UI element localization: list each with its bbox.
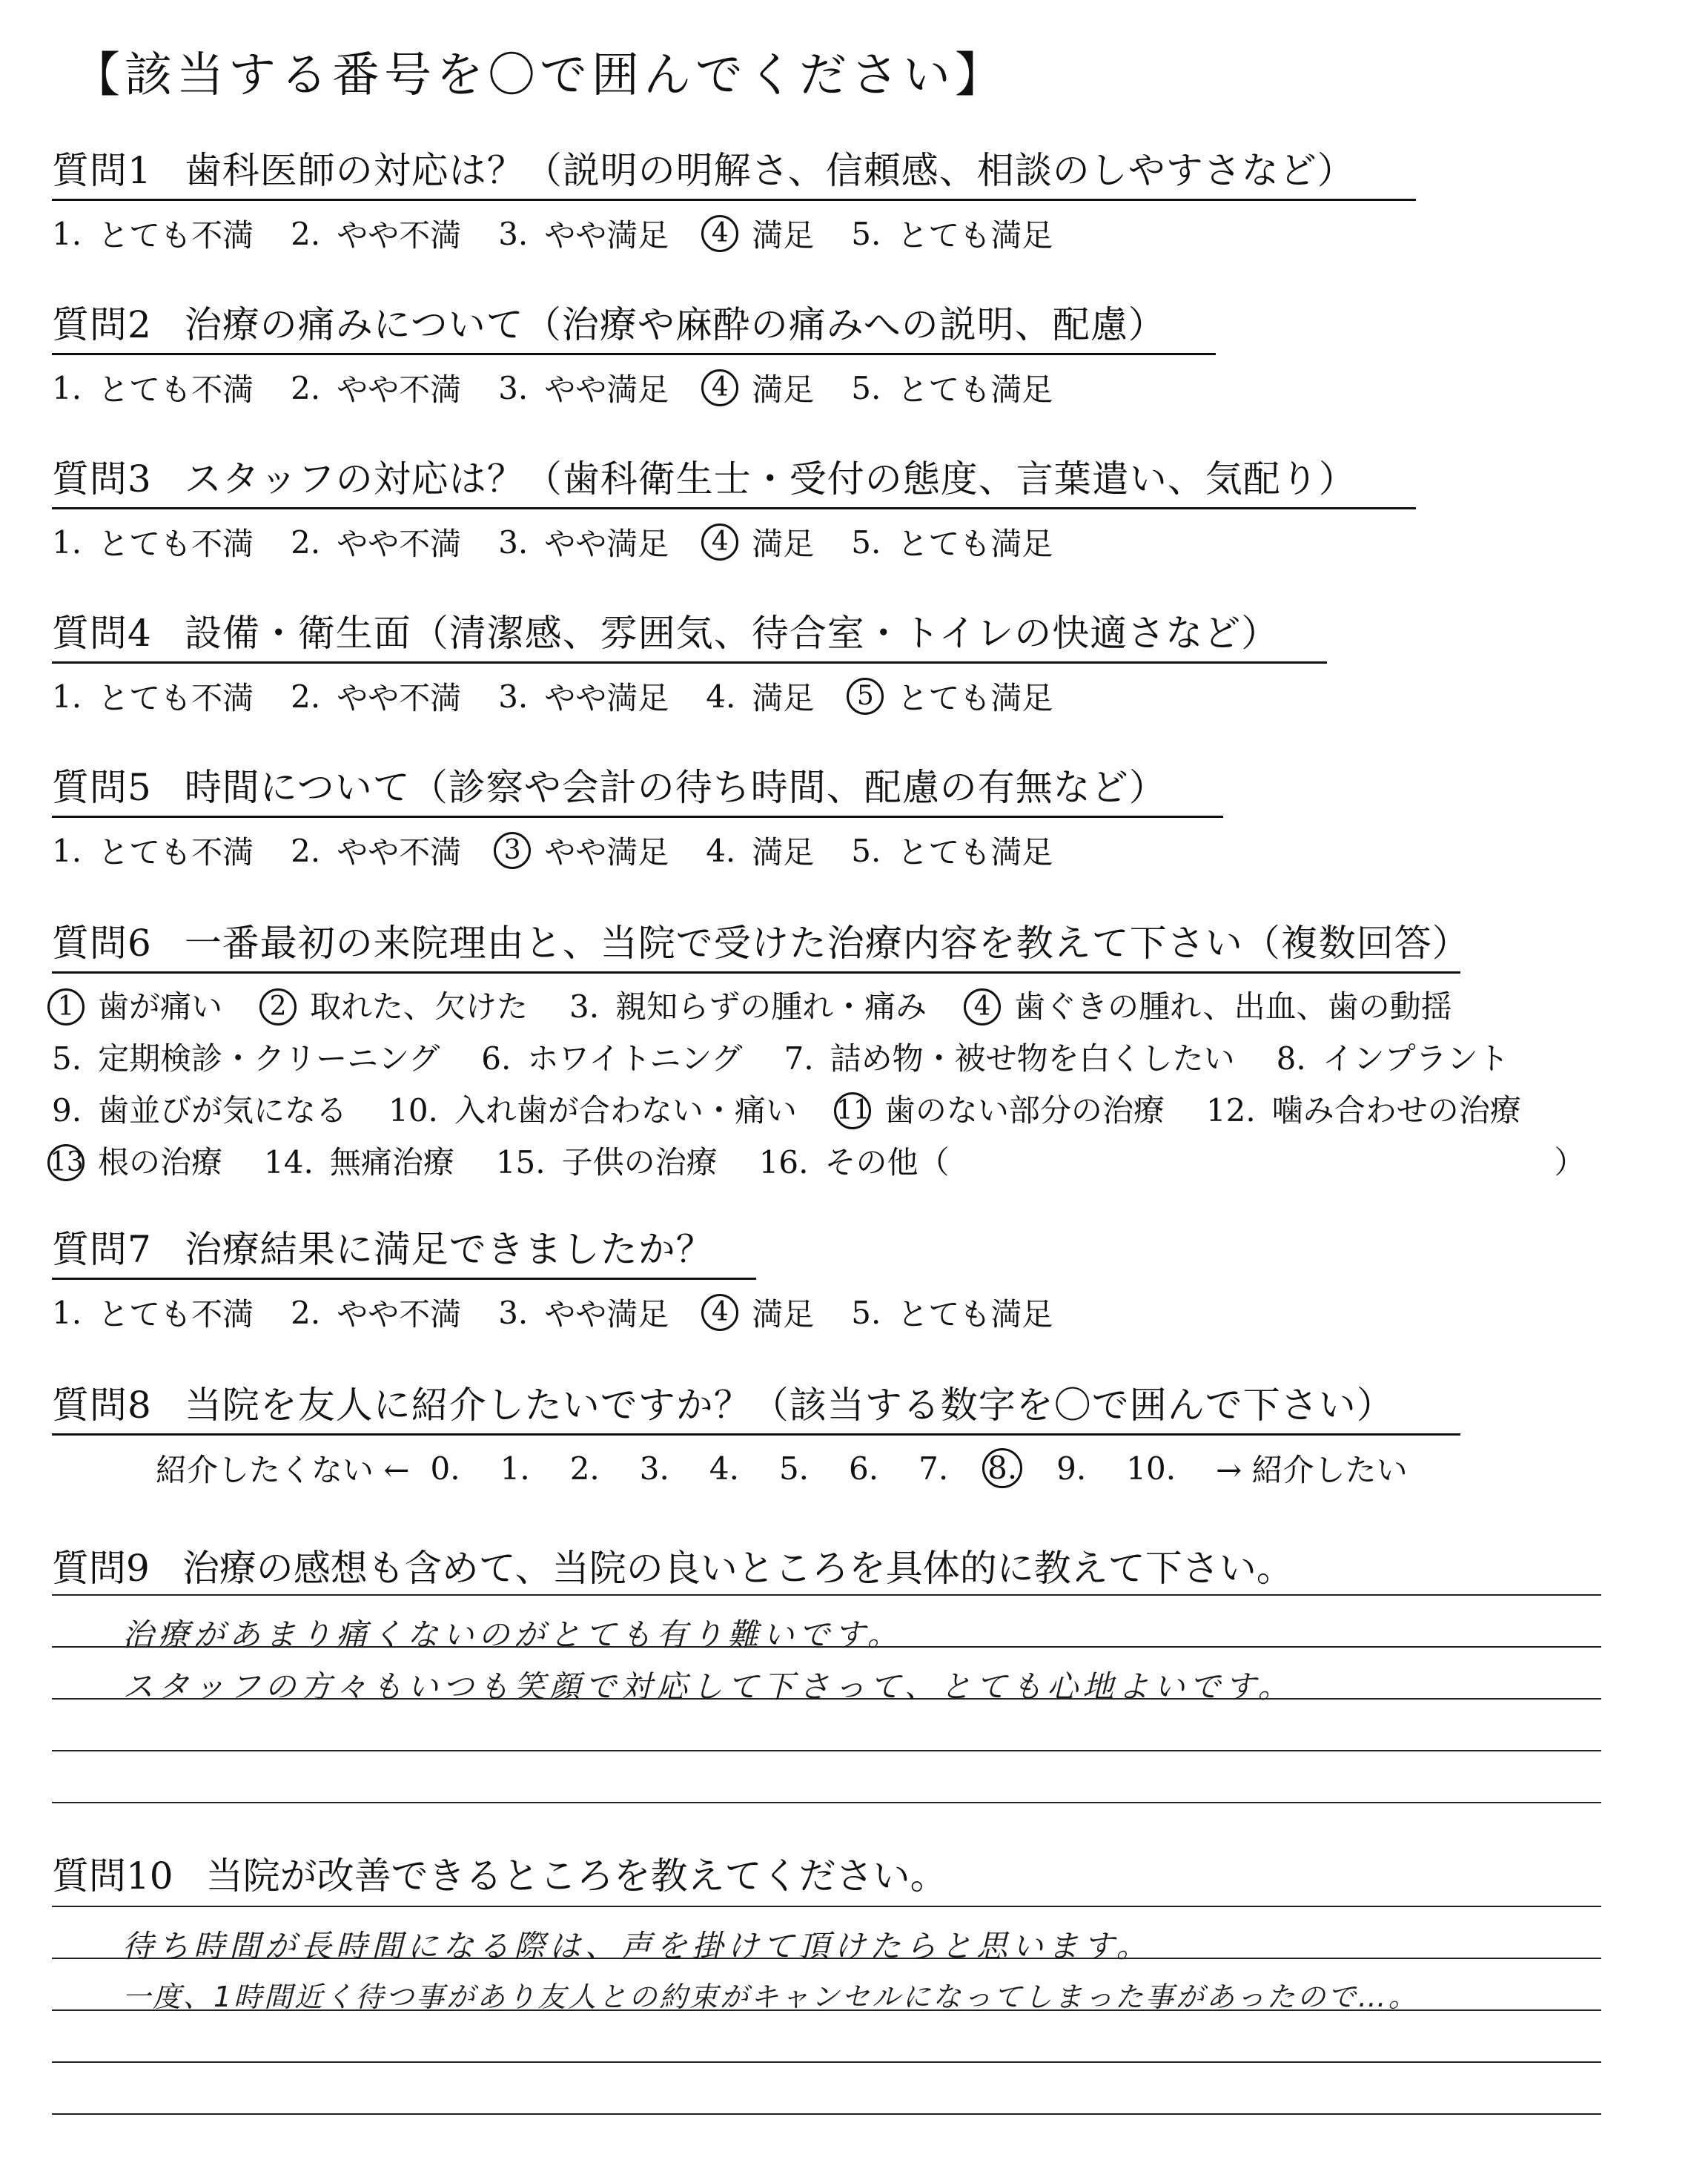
option-label: 入れ歯が合わない・痛い <box>454 1092 797 1129</box>
handwritten-answer-line: 一度、1時間近く待つ事があり友人との約束がキャンセルになってしまった事があったので…。 <box>122 1981 1419 2013</box>
question-7-options <box>52 1290 1090 1335</box>
option-number: 5. <box>851 524 881 561</box>
option-label: 歯並びが気になる <box>98 1092 348 1129</box>
reason-option[interactable] <box>496 1137 718 1189</box>
option-number: 1. <box>52 215 82 252</box>
rating-option[interactable] <box>291 828 461 873</box>
question-number: 質問2 <box>52 303 152 346</box>
option-label: 満足 <box>752 526 815 562</box>
reason-option[interactable] <box>759 1137 950 1189</box>
rating-option[interactable] <box>498 520 669 564</box>
question-number: 質問1 <box>52 149 152 192</box>
option-number: 4. <box>706 678 736 715</box>
reason-option[interactable] <box>52 1085 347 1137</box>
option-label: ホワイトニング <box>527 1040 743 1077</box>
option-label: とても不満 <box>98 1296 254 1332</box>
question-9 <box>52 1539 1294 1592</box>
option-label: 無痛治療 <box>329 1144 454 1180</box>
option-label: やや不満 <box>337 526 462 562</box>
option-label: とても満足 <box>897 680 1053 716</box>
reason-option[interactable] <box>264 1137 454 1189</box>
option-number: 5. <box>851 369 881 406</box>
option-number: 16. <box>758 1144 809 1180</box>
question-4-heading <box>52 604 1327 664</box>
option-label: 歯のない部分の治療 <box>884 1092 1165 1129</box>
question-9-heading <box>52 1539 1294 1592</box>
scale-number[interactable]: 7. <box>918 1450 949 1487</box>
rating-option[interactable] <box>706 1290 814 1335</box>
scale-number[interactable]: 0. <box>430 1450 460 1487</box>
reason-option[interactable] <box>835 1085 1165 1137</box>
question-7 <box>52 1220 1090 1335</box>
circled-option-number: 4 <box>701 369 738 406</box>
question-number: 質問4 <box>52 612 152 655</box>
option-label: とても不満 <box>98 217 254 254</box>
option-number: 3. <box>498 524 529 561</box>
rating-option[interactable] <box>851 520 1053 564</box>
question-6-heading <box>52 914 1470 974</box>
option-number: 15. <box>495 1144 546 1180</box>
rating-option[interactable] <box>52 1290 254 1335</box>
option-label: やや満足 <box>544 526 669 562</box>
question-text: 治療結果に満足できましたか？ <box>184 1228 714 1271</box>
circled-option-number: 4 <box>964 988 1001 1025</box>
option-label: やや不満 <box>337 217 462 254</box>
answer-rule <box>52 1594 1601 1596</box>
option-label: 定期検診・クリーニング <box>98 1040 440 1077</box>
option-number: 2. <box>291 678 321 715</box>
option-label: インプラント <box>1322 1040 1509 1077</box>
rating-option[interactable] <box>706 828 814 873</box>
question-3-options <box>52 520 1416 564</box>
scale-number[interactable]: 10. <box>1126 1450 1176 1487</box>
question-2-heading <box>52 295 1216 355</box>
circled-option-number: 13 <box>47 1144 85 1181</box>
question-1 <box>52 141 1416 256</box>
question-4-options <box>52 674 1327 719</box>
reason-option[interactable] <box>264 981 528 1033</box>
reason-option[interactable] <box>481 1033 742 1085</box>
reason-option[interactable] <box>1277 1033 1509 1085</box>
circled-option-number: 4 <box>701 1294 738 1331</box>
question-5-options <box>52 828 1223 873</box>
option-number: 5. <box>851 215 881 252</box>
rating-option[interactable] <box>851 366 1053 410</box>
question-number: 質問8 <box>52 1384 152 1427</box>
circled-option-number: 4 <box>701 215 738 252</box>
scale-number[interactable]: 5. <box>778 1450 810 1487</box>
question-6-options <box>52 981 1585 1189</box>
option-number: 2. <box>291 1294 321 1331</box>
handwritten-answer-line: スタッフの方々もいつも笑顔で対応して下さって、とても心地よいです。 <box>122 1668 1294 1705</box>
question-1-options <box>52 211 1416 256</box>
option-number: 1. <box>52 524 82 561</box>
question-text: 一番最初の来院理由と、当院で受けた治療内容を教えて下さい（複数回答） <box>184 922 1470 965</box>
reason-option[interactable] <box>968 981 1452 1033</box>
question-text: 治療の痛みについて（治療や麻酔の痛みへの説明、配慮） <box>184 303 1166 346</box>
rating-option[interactable] <box>498 366 669 410</box>
option-label: やや不満 <box>337 680 462 716</box>
rating-option[interactable] <box>291 520 461 564</box>
circled-option-number: 1 <box>47 988 85 1025</box>
rating-option[interactable] <box>291 211 461 256</box>
rating-option[interactable] <box>52 828 254 873</box>
reason-option[interactable] <box>388 1085 797 1137</box>
question-8 <box>52 1375 1460 1490</box>
option-label: とても不満 <box>98 371 254 408</box>
rating-option[interactable] <box>851 211 1053 256</box>
option-label: とても満足 <box>897 1296 1053 1332</box>
rating-option[interactable] <box>52 211 254 256</box>
option-row <box>52 981 1585 1033</box>
scale-number[interactable]: 4. <box>709 1450 739 1487</box>
question-7-heading <box>52 1220 756 1280</box>
rating-option[interactable] <box>291 674 461 719</box>
recommend-scale <box>156 1446 1460 1490</box>
option-label: とても不満 <box>98 526 254 562</box>
rating-option[interactable] <box>498 674 669 719</box>
question-2-options <box>52 366 1216 410</box>
option-label: やや不満 <box>337 834 462 871</box>
question-10-heading <box>52 1846 947 1900</box>
question-text: 治療の感想も含めて、当院の良いところを具体的に教えて下さい。 <box>182 1547 1294 1590</box>
question-text: 当院を友人に紹介したいですか？（該当する数字を〇で囲んで下さい） <box>184 1384 1394 1427</box>
scale-number[interactable]: 2. <box>569 1450 600 1487</box>
question-10-answer-area <box>52 1906 1601 2158</box>
answer-rule <box>52 2061 1601 2063</box>
option-number: 1. <box>52 832 82 869</box>
scale-left-label: 紹介したくない ← <box>156 1452 410 1488</box>
other-close-paren: ） <box>1554 1144 1586 1180</box>
reason-option[interactable] <box>784 1033 1235 1085</box>
scale-number[interactable]: 3. <box>639 1450 669 1487</box>
scale-number[interactable]: 6. <box>849 1450 879 1487</box>
rating-option[interactable] <box>498 1290 669 1335</box>
option-label: 取れた、欠けた <box>310 988 529 1025</box>
option-number: 5. <box>851 1294 881 1331</box>
option-number: 14. <box>264 1144 314 1180</box>
rating-option[interactable] <box>498 828 669 873</box>
reason-option[interactable] <box>52 981 222 1033</box>
question-number: 質問6 <box>52 922 152 965</box>
rating-option[interactable] <box>851 828 1053 873</box>
option-label: とても満足 <box>897 834 1053 871</box>
question-3 <box>52 449 1416 564</box>
option-label: 詰め物・被せ物を白くしたい <box>830 1040 1235 1077</box>
question-6 <box>52 914 1585 1189</box>
option-label: 子供の治療 <box>561 1144 718 1180</box>
option-number: 2. <box>291 524 321 561</box>
question-5 <box>52 758 1223 873</box>
option-number: 9. <box>52 1092 82 1129</box>
option-label: とても満足 <box>897 217 1053 254</box>
option-number: 2. <box>291 832 321 869</box>
reason-option[interactable] <box>569 981 927 1033</box>
option-number: 1. <box>52 369 82 406</box>
option-number: 3. <box>498 369 529 406</box>
option-label: 噛み合わせの治療 <box>1271 1092 1521 1129</box>
option-label: やや満足 <box>544 217 669 254</box>
option-number: 3. <box>498 215 529 252</box>
question-8-heading <box>52 1375 1460 1436</box>
reason-option[interactable] <box>52 1137 222 1189</box>
option-label: その他（ <box>824 1144 950 1180</box>
option-label: 満足 <box>752 371 815 408</box>
option-row <box>52 1085 1585 1137</box>
handwritten-answer-line: 治療があまり痛くないのがとても有り難いです。 <box>122 1616 903 1653</box>
circled-scale-number[interactable]: 8. <box>982 1448 1022 1488</box>
option-number: 5. <box>851 832 881 869</box>
question-number: 質問10 <box>52 1855 173 1898</box>
scale-right-label: → 紹介したい <box>1216 1452 1408 1488</box>
option-number: 2. <box>291 369 321 406</box>
answer-rule <box>52 1802 1601 1803</box>
option-label: 満足 <box>752 680 815 716</box>
option-row <box>52 1033 1585 1085</box>
question-text: 時間について（診察や会計の待ち時間、配慮の有無など） <box>184 766 1167 809</box>
rating-option[interactable] <box>52 520 254 564</box>
scale-number[interactable]: 9. <box>1056 1450 1087 1487</box>
option-label: やや満足 <box>544 371 669 408</box>
option-row <box>52 1137 1585 1189</box>
question-10 <box>52 1846 947 1900</box>
rating-option[interactable] <box>498 211 669 256</box>
handwritten-answer-line: 待ち時間が長時間になる際は、声を掛けて頂けたらと思います。 <box>122 1928 1152 1964</box>
rating-option[interactable] <box>706 366 814 410</box>
option-label: とても不満 <box>98 834 254 871</box>
question-text: スタッフの対応は？（歯科衛生士・受付の態度、言葉遣い、気配り） <box>184 458 1357 501</box>
option-number: 12. <box>1205 1092 1256 1129</box>
reason-option[interactable] <box>52 1033 440 1085</box>
rating-option[interactable] <box>706 674 814 719</box>
rating-option[interactable] <box>52 366 254 410</box>
option-number: 8. <box>1276 1040 1306 1077</box>
option-label: 親知らずの腫れ・痛み <box>615 988 927 1025</box>
question-number: 質問7 <box>52 1228 152 1271</box>
page-title: 【該当する番号を〇で囲んでください】 <box>73 48 1007 103</box>
option-label: 根の治療 <box>98 1144 223 1180</box>
answer-rule <box>52 1750 1601 1751</box>
reason-option[interactable] <box>1206 1085 1521 1137</box>
option-number: 3. <box>498 678 529 715</box>
option-label: とても満足 <box>897 526 1053 562</box>
option-number: 1. <box>52 1294 82 1331</box>
question-number: 質問3 <box>52 458 152 501</box>
option-label: 満足 <box>752 1296 815 1332</box>
rating-option[interactable] <box>291 1290 461 1335</box>
rating-option[interactable] <box>851 674 1053 719</box>
option-number: 3. <box>569 988 600 1025</box>
question-4 <box>52 604 1327 719</box>
option-label: やや満足 <box>544 680 669 716</box>
rating-option[interactable] <box>851 1290 1053 1335</box>
answer-rule <box>52 1906 1601 1907</box>
question-number: 質問5 <box>52 766 152 809</box>
option-label: 満足 <box>752 834 815 871</box>
question-number: 質問9 <box>52 1547 150 1590</box>
option-label: 歯が痛い <box>98 988 223 1025</box>
option-number: 3. <box>498 1294 529 1331</box>
option-number: 5. <box>52 1040 82 1077</box>
circled-option-number: 4 <box>701 524 738 561</box>
option-label: やや満足 <box>544 834 669 871</box>
question-5-heading <box>52 758 1223 818</box>
option-number: 6. <box>481 1040 512 1077</box>
rating-option[interactable] <box>706 211 814 256</box>
scale-number[interactable]: 1. <box>500 1450 530 1487</box>
option-number: 2. <box>291 215 321 252</box>
option-number: 10. <box>388 1092 438 1129</box>
option-label: やや満足 <box>544 1296 669 1332</box>
circled-option-number: 5 <box>847 678 884 715</box>
circled-option-number: 2 <box>259 988 297 1025</box>
circled-option-number: 3 <box>494 832 531 869</box>
option-label: 満足 <box>752 217 815 254</box>
question-text: 設備・衛生面（清潔感、雰囲気、待合室・トイレの快適さなど） <box>184 612 1280 655</box>
answer-rule <box>52 2113 1601 2115</box>
option-label: やや不満 <box>337 371 462 408</box>
option-label: 歯ぐきの腫れ、出血、歯の動揺 <box>1014 988 1452 1025</box>
option-label: とても不満 <box>98 680 254 716</box>
question-2 <box>52 295 1216 410</box>
question-1-heading <box>52 141 1416 201</box>
option-number: 4. <box>706 832 736 869</box>
question-text: 当院が改善できるところを教えてください。 <box>205 1855 947 1898</box>
question-3-heading <box>52 449 1416 509</box>
option-label: やや不満 <box>337 1296 462 1332</box>
option-number: 7. <box>784 1040 814 1077</box>
rating-option[interactable] <box>291 366 461 410</box>
option-label: とても満足 <box>897 371 1053 408</box>
rating-option[interactable] <box>52 674 254 719</box>
question-9-answer-area <box>52 1594 1601 1817</box>
circled-option-number: 11 <box>834 1092 871 1129</box>
question-text: 歯科医師の対応は？（説明の明解さ、信頼感、相談のしやすさなど） <box>184 149 1355 192</box>
option-number: 1. <box>52 678 82 715</box>
rating-option[interactable] <box>706 520 814 564</box>
